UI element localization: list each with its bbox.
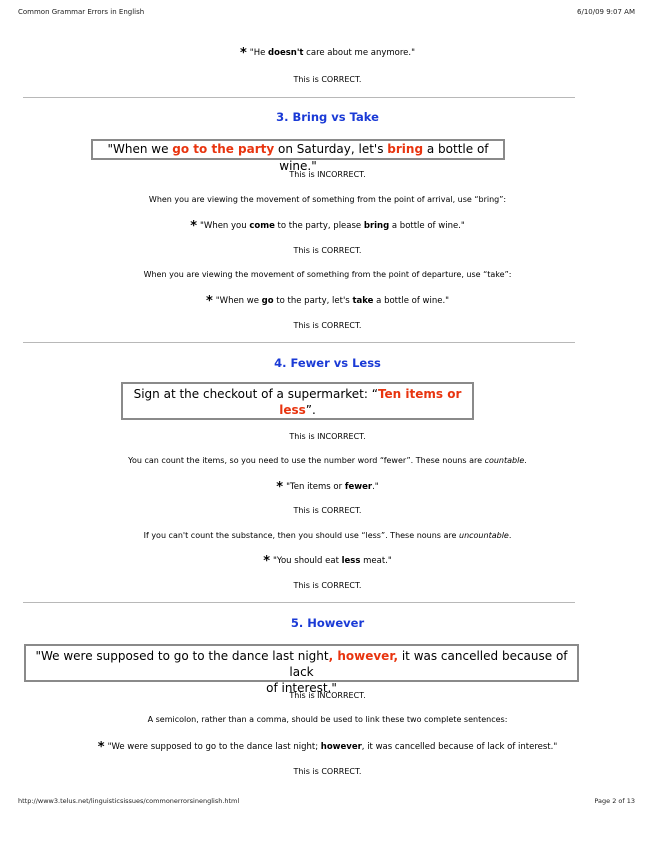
- print-header-title: Common Grammar Errors in English: [18, 8, 145, 16]
- section-heading-however: 5. However: [290, 616, 365, 630]
- verdict-text: This is CORRECT.: [293, 246, 362, 255]
- section-divider: [23, 602, 575, 603]
- verdict-text: This is INCORRECT.: [289, 432, 366, 441]
- verdict-text: This is CORRECT.: [293, 581, 362, 590]
- asterisk-bullet: *: [205, 294, 213, 309]
- verdict-text: This is INCORRECT.: [289, 691, 366, 700]
- section-divider: [23, 342, 575, 343]
- example-sentence: * "When we go to the party, let's take a bottle of wine.": [205, 294, 450, 309]
- rule-text: A semicolon, rather than a comma, should be used to link these two complete sentences:: [147, 715, 508, 724]
- example-sentence: * "He doesn't care about me anymore.": [239, 46, 416, 61]
- rule-text: When you are viewing the movement of something from the point of arrival, use “bring”:: [148, 195, 507, 204]
- print-footer-url: http://www3.telus.net/linguisticsissues/commonerrorsinenglish.html: [18, 797, 240, 805]
- print-footer-page: Page 2 of 13: [594, 797, 635, 805]
- rule-text: You can count the items, so you need to use the number word “fewer”. These nouns are countable.: [128, 456, 527, 465]
- verdict-text: This is CORRECT.: [293, 321, 362, 330]
- asterisk-bullet: *: [263, 554, 270, 569]
- asterisk-bullet: *: [239, 46, 247, 61]
- print-header-datetime: 6/10/09 9:07 AM: [577, 8, 635, 16]
- verdict-text: This is CORRECT.: [293, 506, 362, 515]
- asterisk-bullet: *: [190, 219, 197, 234]
- section-heading-bring-take: 3. Bring vs Take: [276, 110, 379, 124]
- incorrect-example-box: Sign at the checkout of a supermarket: “Ten items or less”.: [121, 382, 474, 420]
- incorrect-example-box: "We were supposed to go to the dance last night, however, it was cancelled because of lack of interest.": [24, 644, 579, 682]
- section-heading-fewer-less: 4. Fewer vs Less: [274, 356, 381, 370]
- rule-text: When you are viewing the movement of something from the point of departure, use “take”:: [143, 270, 512, 279]
- example-sentence: * "You should eat less meat.": [263, 554, 392, 569]
- verdict-text: This is CORRECT.: [293, 767, 362, 776]
- asterisk-bullet: *: [276, 480, 284, 495]
- example-sentence: * "We were supposed to go to the dance last night; however, it was cancelled because of lack of interest.": [97, 740, 558, 755]
- rule-text: If you can't count the substance, then you should use “less”. These nouns are uncountable.: [143, 531, 512, 540]
- section-divider: [23, 97, 575, 98]
- example-sentence: * "Ten items or fewer.": [276, 480, 379, 495]
- verdict-text: This is CORRECT.: [293, 75, 362, 84]
- example-sentence: * "When you come to the party, please bring a bottle of wine.": [190, 219, 465, 234]
- verdict-text: This is INCORRECT.: [289, 170, 366, 179]
- asterisk-bullet: *: [97, 740, 105, 755]
- incorrect-example-box: "When we go to the party on Saturday, let's bring a bottle of wine.": [91, 139, 505, 160]
